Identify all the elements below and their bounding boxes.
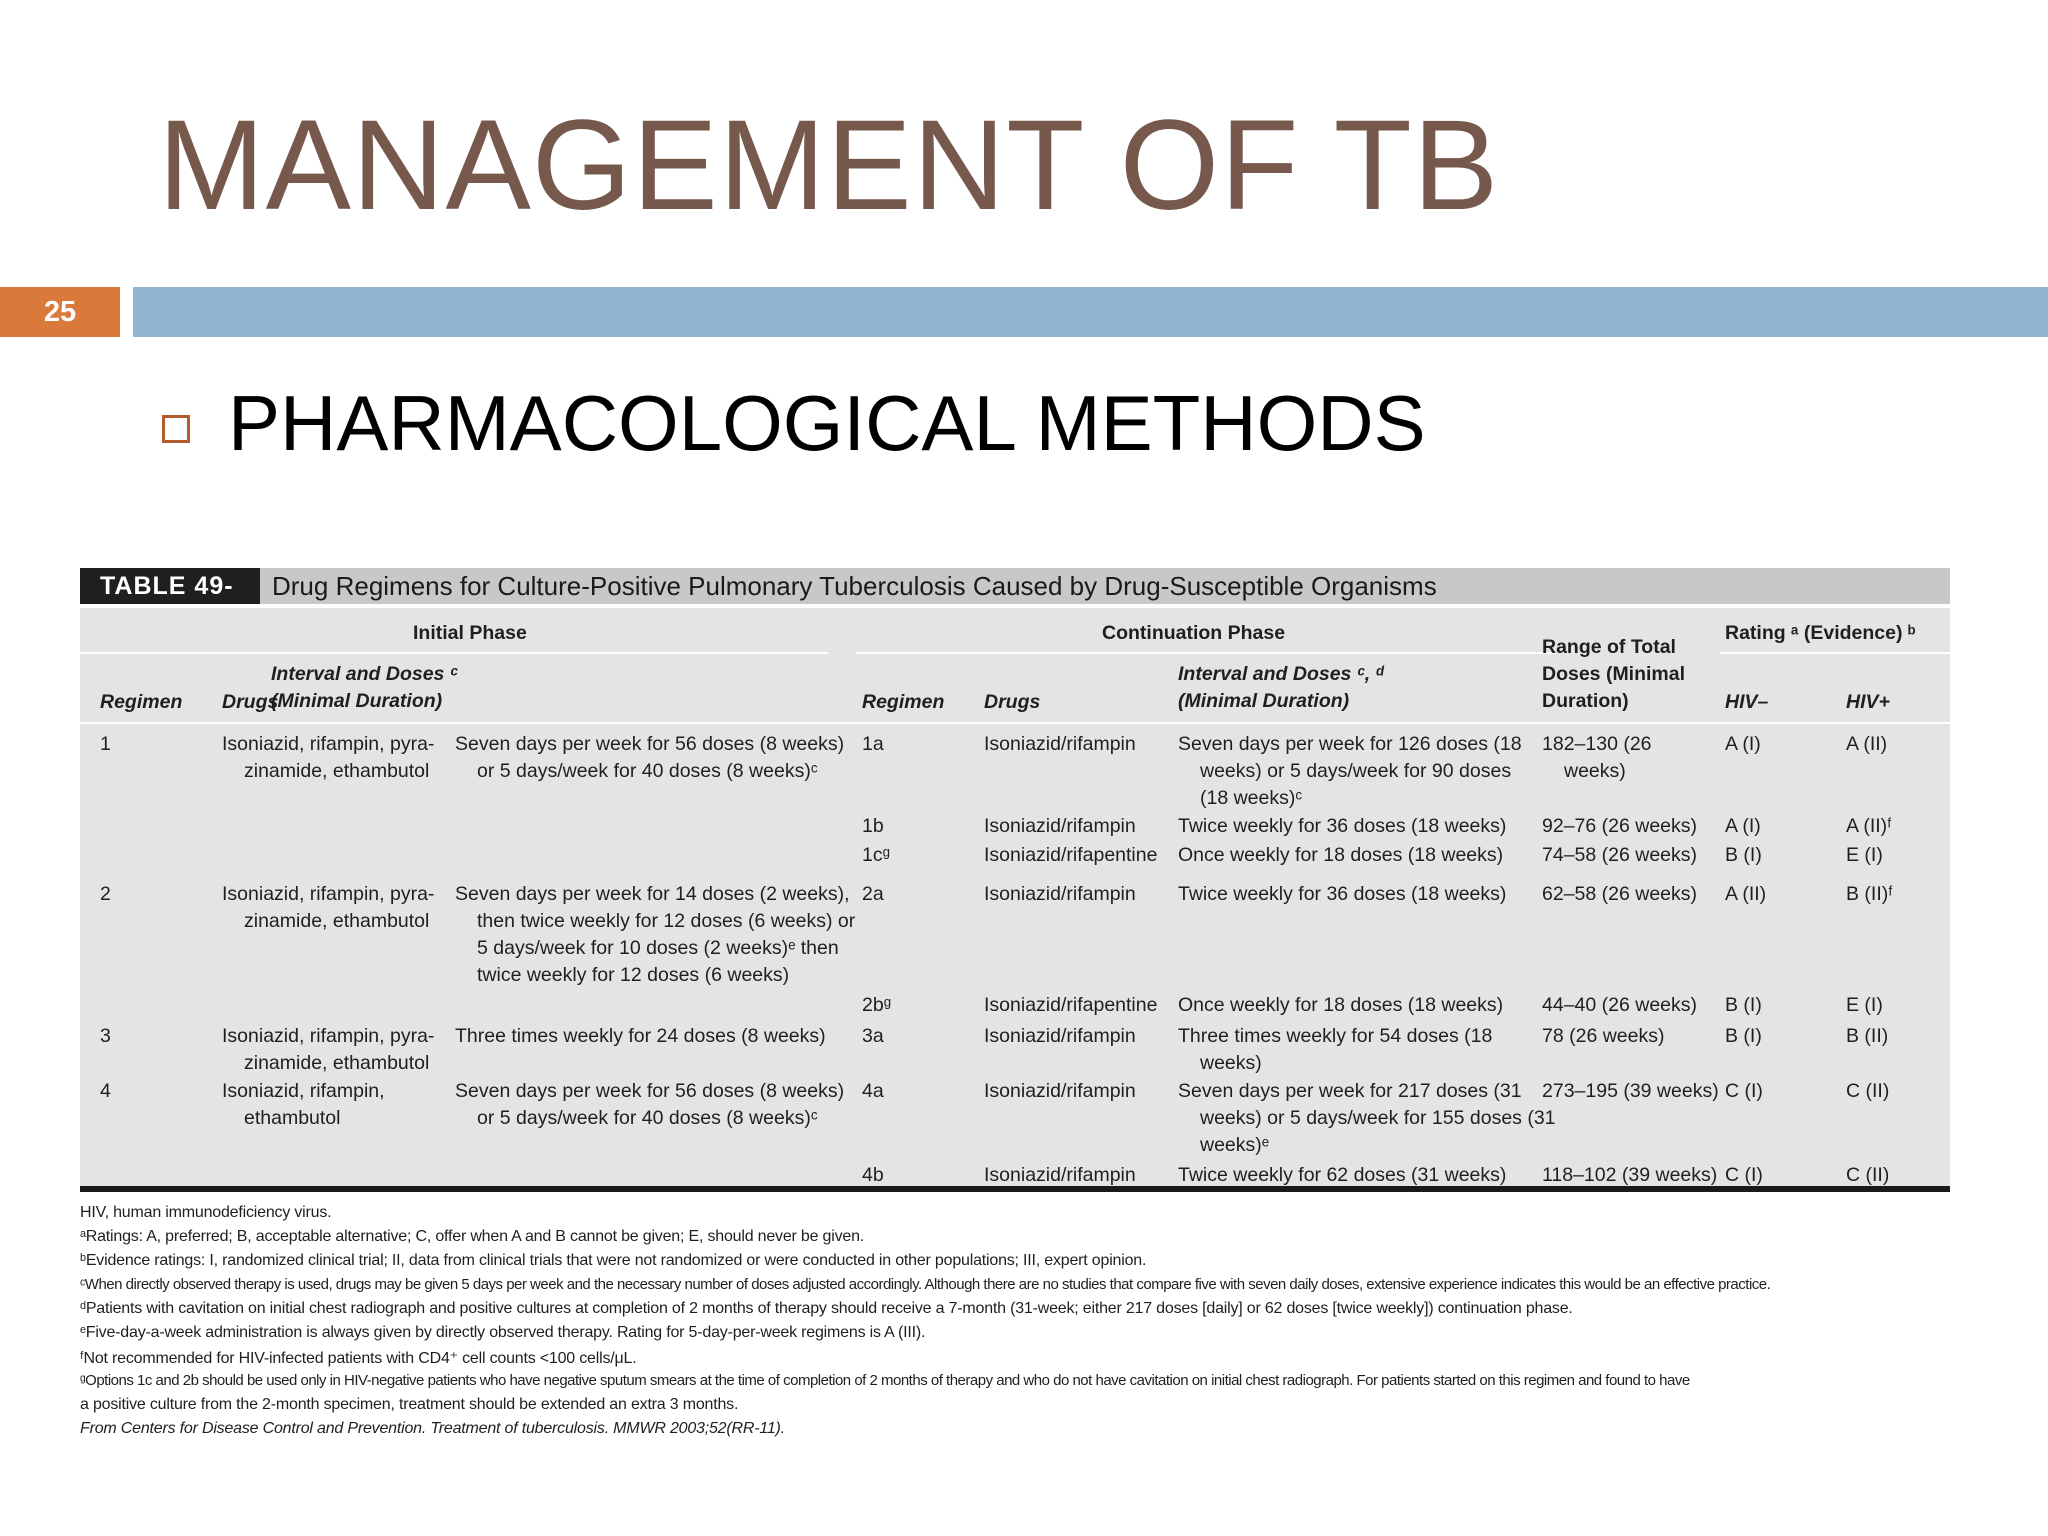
- slide-title: MANAGEMENT OF TB: [158, 94, 1500, 237]
- footnote-d: ᵈPatients with cavitation on initial chest radiograph and positive cultures at completion of 2 months of therapy should receive a 7-month (31-week; either 217 doses [daily] or 62 doses [twice weekly]) continuation phase.: [80, 1300, 1573, 1317]
- rule-headers: [80, 722, 1950, 724]
- footnote-b: ᵇEvidence ratings: I, randomized clinical trial; II, data from clinical trials that were not randomized or were conducted in other populations; III, expert opinion.: [80, 1252, 1147, 1269]
- header-interval-2: (Minimal Duration): [271, 690, 443, 712]
- table-caption: Drug Regimens for Culture-Positive Pulmonary Tuberculosis Caused by Drug-Susceptible Organisms: [272, 571, 1437, 601]
- header-c-interval-1: Interval and Doses ᶜ, ᵈ: [1178, 663, 1384, 685]
- table-body: Initial Phase Continuation Phase Rating ᵃ (Evidence) ᵇ Interval and Doses ᶜ (Minimal Duration) Interval and Doses ᶜ, ᵈ (Minimal Duration) Range of Total Doses (Minimal Duration) Regimen Drugs Regimen Drugs HIV– HIV+ 1 Isoniazid, rifampin, pyra- zinamide, ethambutol Seven days per week for 56 doses (8 weeks) or 5 days/week for 40 doses (8 weeks)ᶜ 2 Isoniazid, rifampin, pyra- zinamide, ethambutol Seven days per week for 14 doses (2 weeks), then twice weekly for 12 doses (6 weeks) or 5 days/week for 10 doses (2 weeks)ᵉ then twice weekly for 12 doses (6 weeks) 3 Isoniazid, rifampin, pyra- zinamide, ethambutol Three times weekly for 24 doses (8 weeks) 4 Isoniazid, rifampin, ethambutol Seven days per week for 56 doses (8 weeks) or 5 days/week for 40 doses (8 weeks)ᶜ 1a Isoniazid/rifampin Seven days per week for 126 doses (18 weeks) or 5 days/week for 90 doses (18 weeks)ᶜ 182–130 (26 weeks) A (I) A (II) 1b Isoniazid/rifampin Twice weekly for 36 doses (18 weeks) 92–76 (26 weeks) A (I) A (II)ᶠ 1cᵍ Isoniazid/rifapentine Once weekly for 18 doses (18 weeks) 74–58 (26 weeks) B (I) E (I) 2a Isoniazid/rifampin Twice weekly for 36 doses (18 weeks) 62–58 (26 weeks) A (II) B (II)ᶠ 2bᵍ Isoniazid/rifapentine Once weekly for 18 doses (18 weeks) 44–40 (26 weeks) B (I) E (I) 3a Isoniazid/rifampin Three times weekly for 54 doses (18 weeks) 78 (26 weeks) B (I) B (II) 4a Isoniazid/rifampin Seven days per week for 217 doses (31 weeks) or 5 days/week for 155 doses (31 weeks)ᵉ 273–195 (39 weeks) C (I) C (II) 4b Isoniazid/rifampin Twice weekly for 62 doses (31 weeks) 118–102 (39 weeks) C (I) C (II): [80, 608, 1950, 1192]
- header-hiv-pos: HIV+: [1846, 691, 1890, 713]
- rule-rating: [1720, 652, 1950, 654]
- bullet-text: PHARMACOLOGICAL METHODS: [228, 379, 1426, 467]
- group-rating: Rating ᵃ (Evidence) ᵇ: [1725, 622, 1916, 644]
- page-number: 25: [0, 287, 120, 337]
- table-header-bar: [80, 568, 1950, 604]
- rule-continuation: [856, 652, 1556, 654]
- table-label: TABLE 49-: [80, 568, 260, 604]
- header-c-regimen: Regimen: [862, 691, 945, 713]
- group-continuation-phase: Continuation Phase: [1102, 622, 1286, 644]
- footnote-a: ᵃRatings: A, preferred; B, acceptable alternative; C, offer when A and B cannot be given; E, should never be given.: [80, 1228, 865, 1245]
- group-initial-phase: Initial Phase: [413, 622, 527, 644]
- drug-regimen-table: [80, 568, 1950, 1192]
- footnote-e: ᵉFive-day-a-week administration is always given by directly observed therapy. Rating for 5-day-per-week regimens is A (III).: [80, 1324, 926, 1341]
- header-range-2: Doses (Minimal: [1542, 663, 1686, 685]
- header-drugs: Drugs: [222, 691, 279, 713]
- footnote-g: ᵍOptions 1c and 2b should be used only in HIV-negative patients who have negative sputum smears at the time of completion of 2 months of therapy and who do not have cavitation on initial chest radiograph. For patients started on this regimen and found to have: [80, 1372, 1690, 1389]
- bullet-square-icon: [162, 415, 190, 443]
- header-range-3: Duration): [1542, 690, 1629, 712]
- rule-initial: [80, 652, 828, 654]
- header-interval-1: Interval and Doses ᶜ: [271, 663, 458, 685]
- header-c-interval-2: (Minimal Duration): [1178, 690, 1350, 712]
- header-c-drugs: Drugs: [984, 691, 1041, 713]
- header-hiv-neg: HIV–: [1725, 691, 1769, 713]
- footnote-g-cont: a positive culture from the 2-month specimen, treatment should be extended an extra 3 months.: [80, 1396, 739, 1413]
- header-regimen: Regimen: [100, 691, 183, 713]
- footnote-c: ᶜWhen directly observed therapy is used, drugs may be given 5 days per week and the necessary number of doses adjusted accordingly. Although there are no studies that compare five with seven daily doses, extensive experience indicates this would be an effective practice.: [80, 1276, 1771, 1293]
- footnote-hiv: HIV, human immunodeficiency virus.: [80, 1204, 332, 1221]
- header-range-1: Range of Total: [1542, 636, 1676, 658]
- header-band: [133, 287, 2048, 337]
- footnote-source: From Centers for Disease Control and Prevention. Treatment of tuberculosis. MMWR 2003;52(RR-11).: [80, 1420, 785, 1437]
- footnote-f: ᶠNot recommended for HIV-infected patients with CD4⁺ cell counts <100 cells/μL.: [80, 1350, 637, 1367]
